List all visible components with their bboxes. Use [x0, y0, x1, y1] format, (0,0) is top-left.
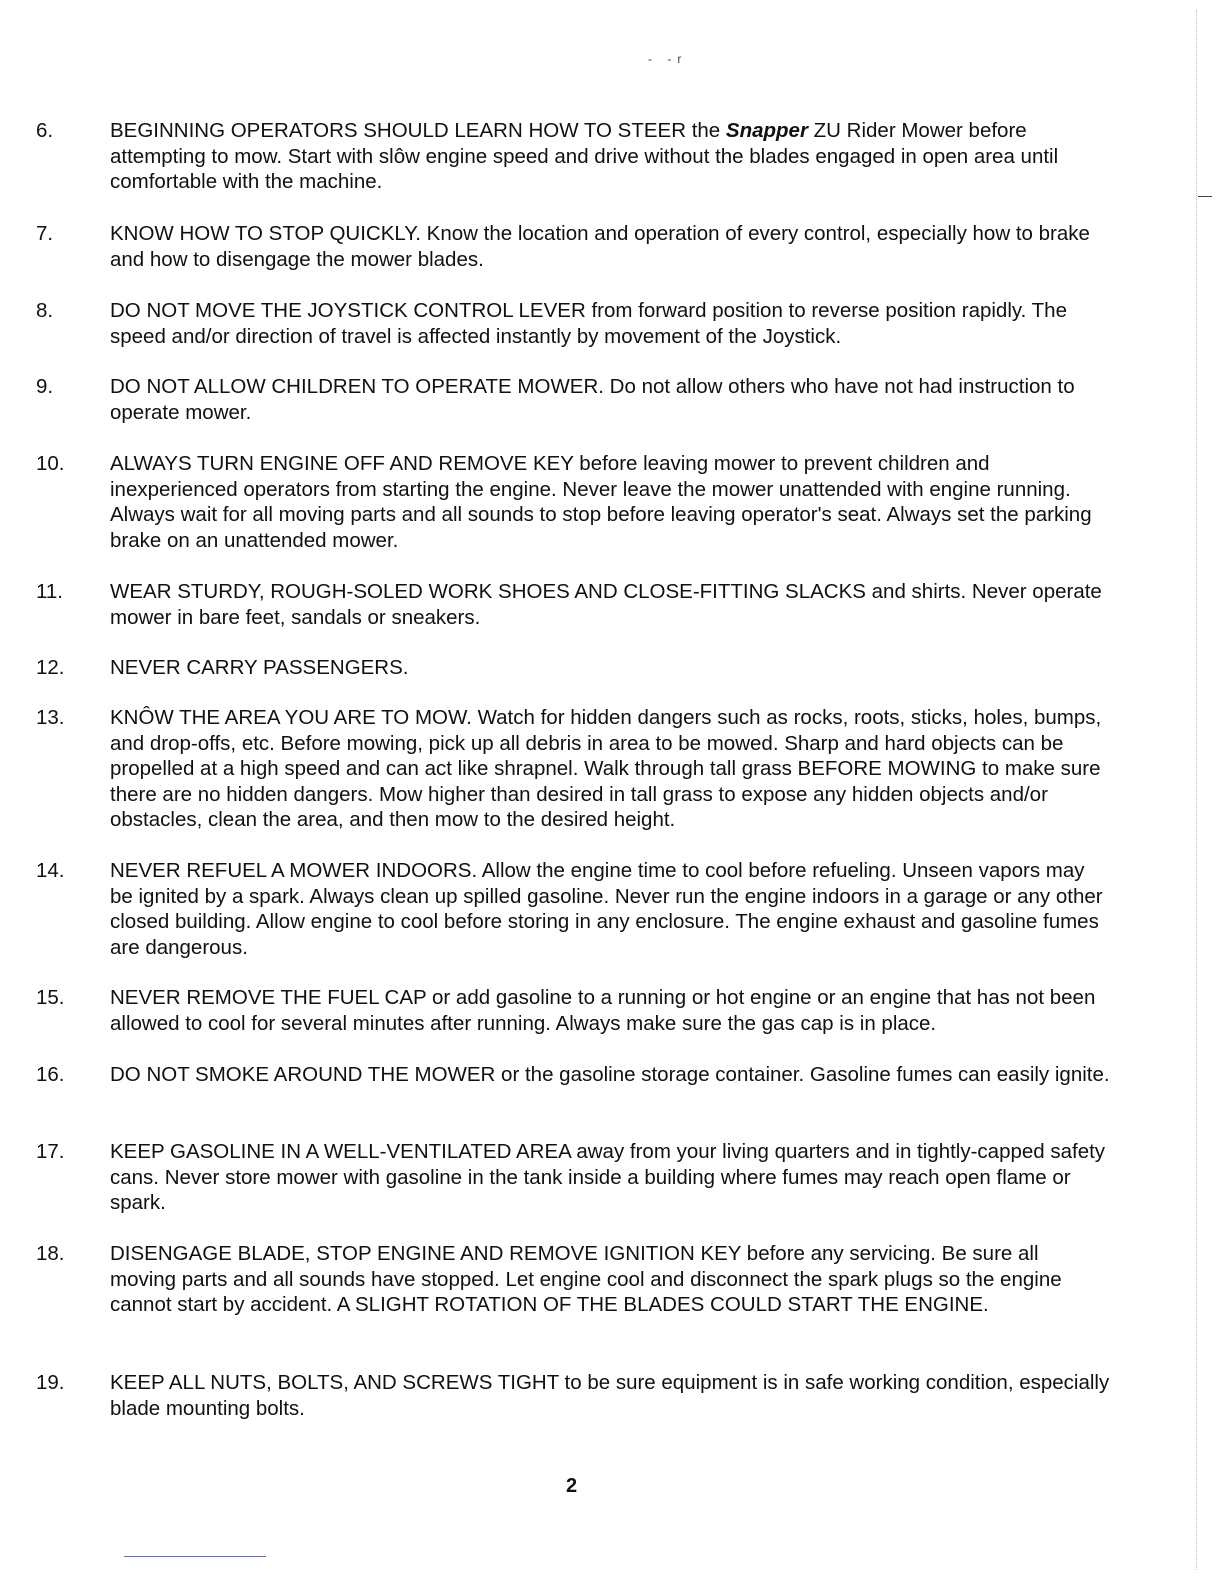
item-text: DO NOT MOVE THE JOYSTICK CONTROL LEVER from forward position to reverse position rapidly. The speed and/or direction of travel is affected instantly by movement of the Joystick.: [110, 299, 1067, 348]
bottom-rule: [124, 1556, 266, 1557]
item-text: [110, 118, 1110, 195]
page-number: 2: [566, 1475, 578, 1497]
scan-mark: - -r: [648, 52, 688, 66]
item-number: 12.: [36, 656, 65, 679]
item-text: WEAR STURDY, ROUGH-SOLED WORK SHOES AND CLOSE-FITTING SLACKS and shirts. Never operate mower in bare feet, sandals or sneakers.: [110, 580, 1102, 629]
item-text: NEVER REMOVE THE FUEL CAP or add gasoline to a running or hot engine or an engine that has not been allowed to cool for several minutes after running. Always make sure the gas cap is in place.: [110, 986, 1096, 1035]
scan-edge-tick: [1198, 196, 1212, 197]
item-text: KEEP GASOLINE IN A WELL-VENTILATED AREA away from your living quarters and in tightly-capped safety cans. Never store mower with gasoline in the tank inside a building where fumes may reach open flame or spark.: [110, 1140, 1106, 1214]
brand-name: Snapper: [725, 119, 808, 142]
item-number: 9.: [36, 375, 54, 398]
item-number: 7.: [36, 222, 54, 245]
item-text: DO NOT SMOKE AROUND THE MOWER or the gasoline storage container. Gasoline fumes can easily ignite.: [110, 1063, 1110, 1086]
item-text: NEVER CARRY PASSENGERS.: [110, 656, 409, 679]
item-number: 18.: [36, 1242, 65, 1265]
item-number: 17.: [36, 1140, 65, 1163]
item-number: 15.: [36, 986, 65, 1009]
item-number: 10.: [36, 452, 65, 475]
scan-edge-line: [1196, 10, 1197, 1570]
item-text: NEVER REFUEL A MOWER INDOORS. Allow the engine time to cool before refueling. Unseen vapors may be ignited by a spark. Always clean up spilled gasoline. Never run the engine indoors in a garage or any other closed building. Allow engine to cool before storing in any enclosure. The engine exhaust and gasoline fumes are dangerous.: [110, 859, 1103, 959]
item-number: 16.: [36, 1063, 65, 1086]
item-body-text: ZU Rider Mower before attempting to mow. Start with slôw engine speed and drive without the blades engaged in open area until comfortable with the machine.: [110, 119, 1059, 193]
item-lead-text: BEGINNING OPERATORS SHOULD LEARN HOW TO STEER the: [110, 119, 726, 142]
item-number: 19.: [36, 1371, 65, 1394]
item-text: ALWAYS TURN ENGINE OFF AND REMOVE KEY before leaving mower to prevent children and inexperienced operators from starting the engine. Never leave the mower unattended with engine running. Always wait for all moving parts and all sounds to stop before leaving operator's seat. Always set the parking brake on an unattended mower.: [110, 452, 1092, 552]
item-text: KNOW HOW TO STOP QUICKLY. Know the location and operation of every control, especially how to brake and how to disengage the mower blades.: [110, 222, 1090, 271]
item-number: 11.: [36, 580, 63, 603]
item-number: 13.: [36, 706, 65, 729]
item-text: KEEP ALL NUTS, BOLTS, AND SCREWS TIGHT to be sure equipment is in safe working condition, especially blade mounting bolts.: [110, 1371, 1110, 1420]
item-text: DISENGAGE BLADE, STOP ENGINE AND REMOVE IGNITION KEY before any servicing. Be sure all moving parts and all sounds have stopped. Let engine cool and disconnect the spark plugs so the engine cannot start by accident. A SLIGHT ROTATION OF THE BLADES COULD START THE ENGINE.: [110, 1242, 1062, 1316]
item-number: 8.: [36, 299, 54, 322]
item-number: 6.: [36, 119, 54, 142]
item-text: DO NOT ALLOW CHILDREN TO OPERATE MOWER. Do not allow others who have not had instruction to operate mower.: [110, 375, 1075, 424]
item-number: 14.: [36, 859, 65, 882]
item-text: KNÔW THE AREA YOU ARE TO MOW. Watch for hidden dangers such as rocks, roots, sticks, holes, bumps, and drop-offs, etc. Before mowing, pick up all debris in area to be mowed. Sharp and hard objects can be propelled at a high speed and can act like shrapnel. Walk through tall grass BEFORE MOWING to make sure there are no hidden dangers. Mow higher than desired in tall grass to expose any hidden objects and/or obstacles, clean the area, and then mow to the desired height.: [110, 706, 1102, 831]
